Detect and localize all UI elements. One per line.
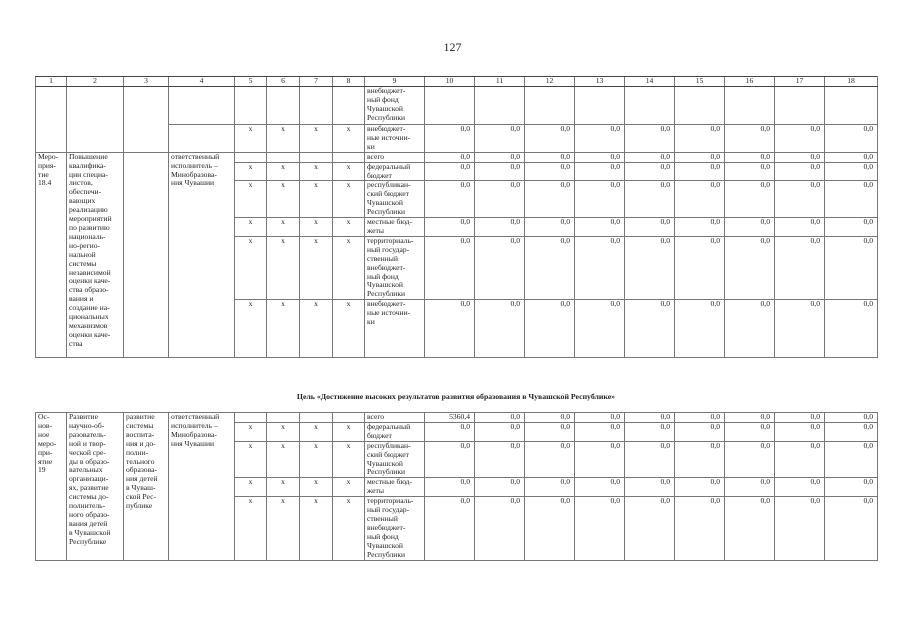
- value-cell: 0,0: [525, 441, 575, 478]
- continuation-row: [36, 125, 878, 153]
- continued-cell: [169, 125, 235, 153]
- x-mark-cell: x: [267, 300, 300, 358]
- value-cell: 0,0: [525, 181, 575, 218]
- value-cell: 0,0: [475, 181, 525, 218]
- value-cell: 0,0: [825, 218, 878, 237]
- value-cell: 0,0: [825, 478, 878, 497]
- continuation-row: [36, 87, 878, 125]
- value-cell: 0,0: [725, 152, 775, 162]
- funding-source-cell: внебюджет- ные источни- ки: [365, 300, 425, 358]
- value-cell: 0,0: [575, 300, 625, 358]
- measure-number-cell: Ос- нов- ное меро- при- ятие 19: [36, 413, 67, 561]
- value-cell: 0,0: [425, 478, 475, 497]
- continued-cell: [169, 87, 235, 125]
- value-cell: 0,0: [775, 422, 825, 441]
- value-cell: 0,0: [525, 497, 575, 560]
- column-number-cell: 15: [675, 77, 725, 87]
- value-cell: 0,0: [625, 181, 675, 218]
- value-cell: 0,0: [525, 300, 575, 358]
- x-mark-cell: x: [333, 236, 365, 299]
- x-mark-cell: x: [235, 497, 267, 560]
- value-cell: 0,0: [725, 441, 775, 478]
- value-cell: 0,0: [625, 497, 675, 560]
- value-cell: 0,0: [825, 181, 878, 218]
- value-cell: 0,0: [775, 162, 825, 181]
- value-cell: 0,0: [825, 497, 878, 560]
- funding-source-cell: местные бюд- жеты: [365, 218, 425, 237]
- x-mark-cell: [300, 152, 333, 162]
- x-mark-cell: x: [300, 497, 333, 560]
- x-mark-cell: x: [235, 181, 267, 218]
- column-number-cell: 5: [235, 77, 267, 87]
- value-cell: 0,0: [475, 236, 525, 299]
- value-cell: [525, 87, 575, 125]
- value-cell: 0,0: [425, 236, 475, 299]
- value-cell: 5360,4: [425, 413, 475, 423]
- value-cell: 0,0: [525, 152, 575, 162]
- executor-cell: ответственный исполнитель – Минобразова- ния Чувашии: [169, 413, 235, 561]
- value-cell: 0,0: [725, 300, 775, 358]
- value-cell: 0,0: [775, 181, 825, 218]
- x-mark-cell: [333, 152, 365, 162]
- x-mark-cell: [267, 87, 300, 125]
- x-mark-cell: x: [267, 478, 300, 497]
- value-cell: 0,0: [775, 218, 825, 237]
- continued-cell: [36, 87, 67, 125]
- x-mark-cell: x: [235, 162, 267, 181]
- column-number-cell: 12: [525, 77, 575, 87]
- value-cell: 0,0: [575, 413, 625, 423]
- value-cell: 0,0: [725, 236, 775, 299]
- goal-heading: Цель «Достижение высоких результатов развития образования в Чувашской Республике»: [296, 392, 616, 401]
- measure-name-cell: Развитие научно-об- разователь- ной и твор- ческой сре- ды в образо- вательных организаци- ях, развитие системы до- полнитель- ного образо- вания детей в Чувашской Республике: [67, 413, 124, 561]
- value-cell: 0,0: [425, 497, 475, 560]
- value-cell: 0,0: [625, 125, 675, 153]
- x-mark-cell: x: [300, 478, 333, 497]
- value-cell: 0,0: [475, 413, 525, 423]
- funding-row: [36, 152, 878, 162]
- column-number-cell: 8: [333, 77, 365, 87]
- value-cell: 0,0: [425, 441, 475, 478]
- x-mark-cell: x: [300, 125, 333, 153]
- value-cell: [675, 87, 725, 125]
- value-cell: 0,0: [775, 497, 825, 560]
- x-mark-cell: x: [333, 441, 365, 478]
- funding-row: [36, 413, 878, 423]
- task-cell: [124, 152, 169, 358]
- value-cell: [775, 87, 825, 125]
- column-number-cell: 18: [825, 77, 878, 87]
- funding-source-cell: внебюджет- ный фонд Чувашской Республики: [365, 87, 425, 125]
- value-cell: 0,0: [575, 162, 625, 181]
- value-cell: 0,0: [575, 478, 625, 497]
- continued-cell: [124, 125, 169, 153]
- value-cell: 0,0: [475, 300, 525, 358]
- x-mark-cell: x: [333, 300, 365, 358]
- value-cell: 0,0: [825, 162, 878, 181]
- value-cell: [425, 87, 475, 125]
- x-mark-cell: x: [300, 181, 333, 218]
- funding-source-cell: республикан- ский бюджет Чувашской Республики: [365, 441, 425, 478]
- x-mark-cell: x: [267, 236, 300, 299]
- value-cell: 0,0: [675, 422, 725, 441]
- value-cell: 0,0: [575, 497, 625, 560]
- value-cell: 0,0: [725, 478, 775, 497]
- value-cell: 0,0: [825, 152, 878, 162]
- x-mark-cell: x: [267, 422, 300, 441]
- value-cell: 0,0: [825, 422, 878, 441]
- value-cell: 0,0: [525, 218, 575, 237]
- value-cell: 0,0: [425, 300, 475, 358]
- column-number-cell: 7: [300, 77, 333, 87]
- executor-cell: ответственный исполнитель – Минобразова- ния Чувашии: [169, 152, 235, 358]
- value-cell: 0,0: [575, 152, 625, 162]
- value-cell: 0,0: [775, 300, 825, 358]
- value-cell: 0,0: [675, 181, 725, 218]
- value-cell: [825, 87, 878, 125]
- continued-cell: [67, 125, 124, 153]
- value-cell: 0,0: [575, 236, 625, 299]
- column-number-cell: 14: [625, 77, 675, 87]
- value-cell: 0,0: [525, 236, 575, 299]
- value-cell: 0,0: [725, 181, 775, 218]
- value-cell: 0,0: [675, 300, 725, 358]
- value-cell: 0,0: [625, 478, 675, 497]
- x-mark-cell: x: [267, 497, 300, 560]
- x-mark-cell: x: [235, 422, 267, 441]
- x-mark-cell: x: [300, 162, 333, 181]
- x-mark-cell: x: [300, 422, 333, 441]
- value-cell: 0,0: [625, 152, 675, 162]
- x-mark-cell: [333, 413, 365, 423]
- value-cell: 0,0: [625, 218, 675, 237]
- column-number-cell: 11: [475, 77, 525, 87]
- funding-source-cell: внебюджет- ные источни- ки: [365, 125, 425, 153]
- x-mark-cell: x: [300, 441, 333, 478]
- value-cell: 0,0: [525, 413, 575, 423]
- funding-source-cell: всего: [365, 152, 425, 162]
- value-cell: 0,0: [475, 478, 525, 497]
- value-cell: 0,0: [675, 497, 725, 560]
- value-cell: 0,0: [425, 218, 475, 237]
- x-mark-cell: x: [235, 300, 267, 358]
- value-cell: 0,0: [725, 162, 775, 181]
- x-mark-cell: [300, 87, 333, 125]
- value-cell: 0,0: [475, 125, 525, 153]
- funding-source-cell: территориаль- ный государ- ственный внебюджет- ный фонд Чувашской Республики: [365, 497, 425, 560]
- value-cell: [725, 87, 775, 125]
- value-cell: 0,0: [675, 125, 725, 153]
- value-cell: 0,0: [425, 422, 475, 441]
- funding-source-cell: местные бюд- жеты: [365, 478, 425, 497]
- x-mark-cell: x: [333, 218, 365, 237]
- x-mark-cell: x: [300, 218, 333, 237]
- value-cell: 0,0: [775, 236, 825, 299]
- value-cell: 0,0: [625, 236, 675, 299]
- measure-name-cell: Повышение квалифика- ции специа- листов, обеспечи- вающих реализацию мероприятий по развитию националь- но-регио- нальной системы независимой оценки каче- ства образо- вания и создание на- циональных механизмов оценки каче- ства: [67, 152, 124, 358]
- x-mark-cell: x: [235, 236, 267, 299]
- value-cell: 0,0: [625, 441, 675, 478]
- value-cell: 0,0: [675, 218, 725, 237]
- x-mark-cell: x: [235, 125, 267, 153]
- x-mark-cell: [300, 413, 333, 423]
- value-cell: 0,0: [525, 422, 575, 441]
- value-cell: 0,0: [675, 152, 725, 162]
- x-mark-cell: [267, 152, 300, 162]
- value-cell: 0,0: [725, 413, 775, 423]
- page-number: 127: [443, 40, 462, 54]
- value-cell: 0,0: [825, 236, 878, 299]
- value-cell: 0,0: [825, 441, 878, 478]
- value-cell: 0,0: [425, 152, 475, 162]
- value-cell: 0,0: [575, 422, 625, 441]
- value-cell: 0,0: [575, 181, 625, 218]
- x-mark-cell: x: [267, 181, 300, 218]
- x-mark-cell: x: [267, 162, 300, 181]
- x-mark-cell: x: [267, 441, 300, 478]
- value-cell: 0,0: [425, 162, 475, 181]
- value-cell: 0,0: [725, 125, 775, 153]
- column-number-cell: 6: [267, 77, 300, 87]
- value-cell: 0,0: [575, 125, 625, 153]
- value-cell: 0,0: [675, 236, 725, 299]
- value-cell: 0,0: [775, 478, 825, 497]
- value-cell: 0,0: [725, 497, 775, 560]
- x-mark-cell: [235, 413, 267, 423]
- value-cell: 0,0: [475, 152, 525, 162]
- value-cell: 0,0: [525, 162, 575, 181]
- funding-source-cell: республикан- ский бюджет Чувашской Республики: [365, 181, 425, 218]
- column-number-cell: 1: [36, 77, 67, 87]
- x-mark-cell: x: [333, 162, 365, 181]
- funding-source-cell: территориаль- ный государ- ственный внебюджет- ный фонд Чувашской Республики: [365, 236, 425, 299]
- value-cell: 0,0: [825, 413, 878, 423]
- x-mark-cell: x: [333, 497, 365, 560]
- value-cell: 0,0: [775, 413, 825, 423]
- value-cell: 0,0: [525, 125, 575, 153]
- x-mark-cell: x: [300, 236, 333, 299]
- x-mark-cell: x: [235, 218, 267, 237]
- value-cell: 0,0: [675, 441, 725, 478]
- value-cell: 0,0: [475, 218, 525, 237]
- funding-source-cell: федеральный бюджет: [365, 162, 425, 181]
- continued-cell: [67, 87, 124, 125]
- value-cell: [625, 87, 675, 125]
- value-cell: 0,0: [625, 413, 675, 423]
- measure-number-cell: Меро- прия- тие 18.4: [36, 152, 67, 358]
- column-number-cell: 3: [124, 77, 169, 87]
- value-cell: 0,0: [475, 497, 525, 560]
- value-cell: 0,0: [675, 478, 725, 497]
- column-number-cell: 4: [169, 77, 235, 87]
- funding-source-cell: всего: [365, 413, 425, 423]
- value-cell: 0,0: [675, 162, 725, 181]
- value-cell: 0,0: [625, 162, 675, 181]
- x-mark-cell: [235, 152, 267, 162]
- column-number-row: [36, 77, 878, 87]
- value-cell: 0,0: [825, 300, 878, 358]
- x-mark-cell: x: [333, 422, 365, 441]
- column-number-cell: 10: [425, 77, 475, 87]
- value-cell: 0,0: [625, 300, 675, 358]
- column-number-cell: 16: [725, 77, 775, 87]
- column-number-cell: 2: [67, 77, 124, 87]
- column-number-cell: 17: [775, 77, 825, 87]
- value-cell: 0,0: [675, 413, 725, 423]
- x-mark-cell: x: [267, 218, 300, 237]
- value-cell: 0,0: [475, 422, 525, 441]
- value-cell: 0,0: [425, 125, 475, 153]
- continued-cell: [124, 87, 169, 125]
- x-mark-cell: [267, 413, 300, 423]
- task-cell: развитие системы воспита- ния и до- полни- тельного образова- ния детей в Чуваш- ской Рес- публике: [124, 413, 169, 561]
- value-cell: 0,0: [725, 218, 775, 237]
- value-cell: 0,0: [625, 422, 675, 441]
- funding-source-cell: федеральный бюджет: [365, 422, 425, 441]
- value-cell: 0,0: [475, 441, 525, 478]
- value-cell: 0,0: [525, 478, 575, 497]
- value-cell: 0,0: [825, 125, 878, 153]
- value-cell: 0,0: [725, 422, 775, 441]
- value-cell: 0,0: [425, 181, 475, 218]
- value-cell: [575, 87, 625, 125]
- value-cell: 0,0: [475, 162, 525, 181]
- x-mark-cell: x: [235, 478, 267, 497]
- x-mark-cell: [235, 87, 267, 125]
- x-mark-cell: x: [333, 181, 365, 218]
- budget-table-part1: [35, 76, 878, 358]
- value-cell: 0,0: [775, 441, 825, 478]
- column-number-cell: 13: [575, 77, 625, 87]
- value-cell: [475, 87, 525, 125]
- continued-cell: [36, 125, 67, 153]
- x-mark-cell: x: [333, 125, 365, 153]
- value-cell: 0,0: [775, 125, 825, 153]
- x-mark-cell: x: [235, 441, 267, 478]
- value-cell: 0,0: [575, 218, 625, 237]
- x-mark-cell: x: [267, 125, 300, 153]
- value-cell: 0,0: [775, 152, 825, 162]
- x-mark-cell: x: [333, 478, 365, 497]
- x-mark-cell: [333, 87, 365, 125]
- x-mark-cell: x: [300, 300, 333, 358]
- budget-table-part2: [35, 412, 878, 561]
- value-cell: 0,0: [575, 441, 625, 478]
- column-number-cell: 9: [365, 77, 425, 87]
